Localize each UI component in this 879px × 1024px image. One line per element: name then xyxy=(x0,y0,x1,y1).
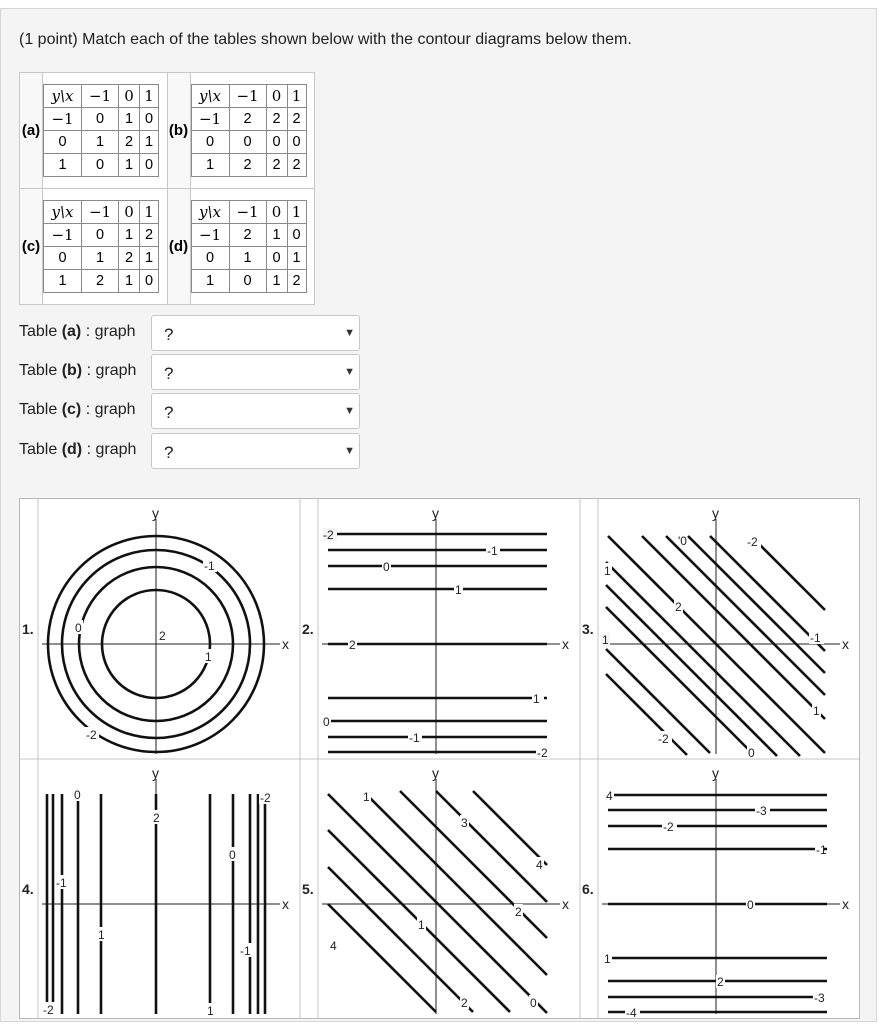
y-axis-label: y xyxy=(432,505,439,521)
table-cell: 2 xyxy=(229,154,266,177)
contour-label: '0 xyxy=(678,534,687,548)
table-header: 0 xyxy=(266,201,287,224)
contour-label: 2 xyxy=(515,905,522,919)
contour-label: 1 xyxy=(207,1004,214,1018)
contour-label: 1 xyxy=(604,952,611,966)
contour-label: -1 xyxy=(487,544,498,558)
table-c xyxy=(43,200,159,293)
x-axis-label: x xyxy=(562,636,569,652)
tables-grid xyxy=(19,72,315,305)
contour-label: -1 xyxy=(810,631,821,645)
select-label-letter: (b) xyxy=(61,362,83,379)
contour-label: 1 xyxy=(455,583,462,597)
contour-label: 0 xyxy=(229,848,236,862)
table-b-cell xyxy=(190,73,315,189)
table-cell: 1 xyxy=(119,270,140,293)
contour-label: 1 xyxy=(813,704,820,718)
table-header: y\x xyxy=(44,201,82,224)
table-b-label: (b) xyxy=(167,73,190,189)
table-cell: 1 xyxy=(119,154,140,177)
contour-label: 4 xyxy=(606,789,613,803)
contour-label: 0 xyxy=(383,560,390,574)
graph-select-a[interactable] xyxy=(151,315,360,351)
graph-number: 5. xyxy=(302,881,314,897)
contour-label: -1 xyxy=(816,843,827,857)
x-axis-label: x xyxy=(842,896,849,912)
x-axis-label: x xyxy=(562,896,569,912)
table-cell: 1 xyxy=(287,247,306,270)
select-value: ? xyxy=(164,364,174,383)
table-cell: 1 xyxy=(140,247,159,270)
table-header: 0 xyxy=(266,85,287,108)
select-label-prefix: Table xyxy=(19,362,62,379)
contour-label: 4 xyxy=(330,939,337,953)
table-cell: 0 xyxy=(287,131,306,154)
contour-label: 0 xyxy=(323,715,330,729)
y-axis-label: y xyxy=(152,505,159,521)
table-cell: −1 xyxy=(191,108,229,131)
dropdown-arrow-icon: ▼ xyxy=(344,405,355,417)
table-cell: 1 xyxy=(266,224,287,247)
graph-select-c[interactable] xyxy=(151,393,360,429)
table-cell: 0 xyxy=(44,247,82,270)
select-value: ? xyxy=(164,403,174,422)
select-label xyxy=(19,323,136,341)
select-label-letter: (d) xyxy=(61,441,83,458)
select-label xyxy=(19,401,136,419)
table-cell: 2 xyxy=(287,154,306,177)
contour-label: 0 xyxy=(747,898,754,912)
select-label-suffix: : graph xyxy=(82,362,137,379)
table-cell: 1 xyxy=(266,270,287,293)
contour-label: -1 xyxy=(56,876,67,890)
table-cell: 0 xyxy=(140,108,159,131)
select-label xyxy=(19,362,136,380)
contour-label: 2 xyxy=(349,638,356,652)
contour-label: 2 xyxy=(153,811,160,825)
table-a xyxy=(43,84,159,177)
graph-5-contours xyxy=(328,791,547,1013)
table-cell: 0 xyxy=(191,247,229,270)
graph-select-b[interactable] xyxy=(151,354,360,390)
table-cell: 1 xyxy=(82,131,119,154)
table-cell: 0 xyxy=(82,154,119,177)
table-cell: 2 xyxy=(119,247,140,270)
dropdown-arrow-icon: ▼ xyxy=(344,327,355,339)
table-header: 0 xyxy=(119,201,140,224)
y-axis-label: y xyxy=(712,505,719,521)
contour-label: -1 xyxy=(409,731,420,745)
select-value: ? xyxy=(164,325,174,344)
table-b xyxy=(191,84,307,177)
contour-label: 1 xyxy=(418,918,425,932)
table-cell: 2 xyxy=(119,131,140,154)
table-cell: 1 xyxy=(229,247,266,270)
table-cell: 2 xyxy=(266,154,287,177)
contour-label: -4 xyxy=(626,1006,637,1018)
select-label xyxy=(19,441,136,459)
table-cell: 0 xyxy=(229,270,266,293)
table-cell: 1 xyxy=(44,270,82,293)
contour-label: 0 xyxy=(75,621,82,635)
contour-label: 1 xyxy=(363,790,370,804)
table-cell: 0 xyxy=(229,131,266,154)
table-header: y\x xyxy=(191,85,229,108)
table-cell: 2 xyxy=(287,270,306,293)
contour-label: -3 xyxy=(814,991,825,1005)
table-cell: 0 xyxy=(82,224,119,247)
contour-label: 2 xyxy=(159,629,166,643)
table-header: −1 xyxy=(82,85,119,108)
contour-label: -2 xyxy=(747,535,758,549)
contour-label: 2 xyxy=(717,975,724,989)
contour-label: 4 xyxy=(536,858,543,872)
table-header: −1 xyxy=(82,201,119,224)
table-cell: 1 xyxy=(119,224,140,247)
table-cell: 0 xyxy=(140,154,159,177)
contour-label: -2 xyxy=(663,820,674,834)
select-label-letter: (c) xyxy=(61,401,82,418)
table-cell: 0 xyxy=(82,108,119,131)
table-cell: 0 xyxy=(266,247,287,270)
contour-label: -1 xyxy=(204,559,215,573)
table-header: −1 xyxy=(229,201,266,224)
contour-diagrams xyxy=(20,499,859,1018)
table-cell: 1 xyxy=(44,154,82,177)
contour-label: 2 xyxy=(461,996,468,1010)
contour-label: -2 xyxy=(537,746,548,760)
graph-number: 4. xyxy=(22,881,34,897)
table-cell: 0 xyxy=(44,131,82,154)
table-cell: 2 xyxy=(140,224,159,247)
x-axis-label: x xyxy=(282,896,289,912)
contour-label: 0 xyxy=(74,788,81,802)
table-cell: 1 xyxy=(119,108,140,131)
contour-label: 1 xyxy=(98,928,105,942)
contour-label: -1 xyxy=(240,944,251,958)
contour-label: 3 xyxy=(461,816,468,830)
table-header: 1 xyxy=(140,85,159,108)
select-label-suffix: : graph xyxy=(82,441,137,458)
table-d-label: (d) xyxy=(167,189,190,305)
table-header: −1 xyxy=(229,85,266,108)
select-label-suffix: : graph xyxy=(81,401,136,418)
contour-label: -2 xyxy=(323,528,334,542)
select-label-prefix: Table xyxy=(19,323,62,340)
y-axis-label: y xyxy=(432,765,439,781)
table-cell: 2 xyxy=(287,108,306,131)
table-c-cell xyxy=(43,189,168,305)
contour-graphs-grid xyxy=(19,498,860,1019)
table-cell: 2 xyxy=(266,108,287,131)
graph-number: 3. xyxy=(582,621,594,637)
table-header: 1 xyxy=(287,201,306,224)
table-d-cell xyxy=(190,189,315,305)
x-axis-label: x xyxy=(282,636,289,652)
problem-panel xyxy=(0,8,877,1022)
graph-2-contours xyxy=(328,534,547,752)
table-header: y\x xyxy=(191,201,229,224)
table-header: 0 xyxy=(119,85,140,108)
graph-number: 2. xyxy=(302,621,314,637)
table-header: 1 xyxy=(287,85,306,108)
table-cell: −1 xyxy=(44,108,82,131)
graph-number: 6. xyxy=(582,881,594,897)
table-a-cell xyxy=(43,73,168,189)
table-cell: 1 xyxy=(140,131,159,154)
select-value: ? xyxy=(164,443,174,462)
contour-label: -3 xyxy=(756,804,767,818)
contour-label: 2 xyxy=(675,600,682,614)
table-cell: 0 xyxy=(191,131,229,154)
x-axis-label: x xyxy=(842,636,849,652)
dropdown-arrow-icon: ▼ xyxy=(344,445,355,457)
contour-label: -2 xyxy=(43,1003,54,1017)
contour-label: 0 xyxy=(748,746,755,760)
table-header: y\x xyxy=(44,85,82,108)
table-cell: 2 xyxy=(229,108,266,131)
table-cell: 1 xyxy=(191,154,229,177)
y-axis-label: y xyxy=(712,765,719,781)
contour-label: -2 xyxy=(658,732,669,746)
select-label-prefix: Table xyxy=(19,441,62,458)
contour-label: 1 xyxy=(533,692,540,706)
contour-label: 1 xyxy=(205,650,212,664)
select-label-prefix: Table xyxy=(19,401,62,418)
table-cell: 2 xyxy=(229,224,266,247)
table-a-label: (a) xyxy=(20,73,43,189)
select-label-suffix: : graph xyxy=(81,323,136,340)
question-text: (1 point) Match each of the tables shown below with the contour diagrams below them. xyxy=(19,31,632,48)
table-cell: −1 xyxy=(191,224,229,247)
contour-label: 1 xyxy=(602,633,609,647)
graph-number: 1. xyxy=(22,621,34,637)
graph-select-d[interactable] xyxy=(151,433,360,469)
select-label-letter: (a) xyxy=(61,323,82,340)
table-cell: −1 xyxy=(44,224,82,247)
table-cell: 2 xyxy=(82,270,119,293)
table-c-label: (c) xyxy=(20,189,43,305)
table-cell: 1 xyxy=(191,270,229,293)
table-header: 1 xyxy=(140,201,159,224)
table-cell: 0 xyxy=(140,270,159,293)
table-d xyxy=(191,200,307,293)
contour-label: -2 xyxy=(86,728,97,742)
contour-label: 0 xyxy=(530,996,537,1010)
dropdown-arrow-icon: ▼ xyxy=(344,366,355,378)
table-cell: 0 xyxy=(287,224,306,247)
contour-label: 1 xyxy=(604,564,611,578)
table-cell: 1 xyxy=(82,247,119,270)
contour-label: -2 xyxy=(260,791,271,805)
y-axis-label: y xyxy=(152,765,159,781)
table-cell: 0 xyxy=(266,131,287,154)
